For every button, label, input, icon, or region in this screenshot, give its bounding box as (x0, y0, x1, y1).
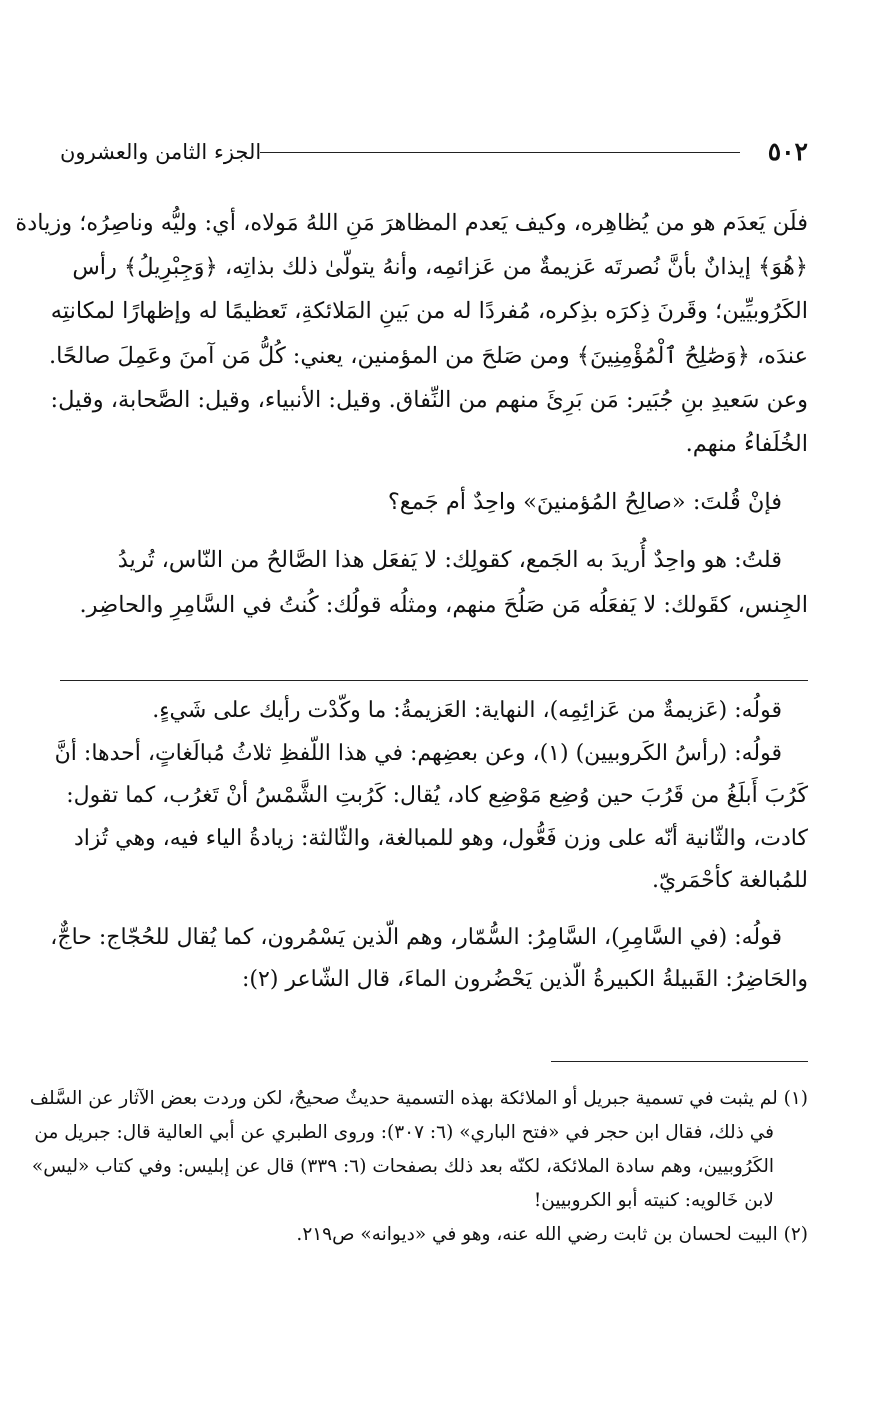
footnote-line: في ذلك، فقال ابن حجر في «فتح الباري» (٦: ٣٠٧): وروى الطبري عن أبي العالية قال: جبريل من (34, 1122, 774, 1143)
answer-line: الجِنس، كقَولك: لا يَفعَلُه مَن صَلُحَ منهم، ومثلُه قولُك: كُنتُ في السَّامِرِ والحاضِر. (79, 591, 808, 618)
main-line: الكَرُوبيِّين؛ وقَرنَ ذِكرَه بذِكره، مُفردًا له من بَينِ المَلائكةِ، تَعظيمًا له وإظهارًا لمكانتِه (50, 298, 808, 325)
commentary-line: والحَاضِرُ: القَبيلةُ الكبيرةُ الّذين يَحْضُرون الماءَ، قال الشّاعر (٢): (242, 967, 808, 992)
commentary-line: للمُبالغة كأحْمَريّ. (652, 868, 808, 893)
main-line: ﴿هُوَ﴾ إيذانٌ بأنَّ نُصرتَه عَزيمةٌ من عَزائمِه، وأنهُ يتولّىٰ ذلك بذاتِه، ﴿وَجِبْرِيلُ﴾ رأس (72, 254, 808, 281)
commentary-line: كادت، والثّانية أنّه على وزن فَعُّول، وهو للمبالغة، والثّالثة: زيادةُ الياء فيه، وهي تُزاد (73, 825, 808, 851)
header-rule (260, 152, 740, 153)
footnotes (29, 1082, 808, 1252)
footnote-line: الكَرُوبيين، وهم سادة الملائكة، لكنّه بعد ذلك بصفحات (٦: ٣٣٩) قال عن إبليس: وفي كتاب «ليس» (31, 1156, 774, 1177)
question-line: فإنْ قُلتَ: «صالِحُ المُؤمنينَ» واحِدٌ أم جَمع؟ (387, 489, 782, 516)
commentary-line: قولُه: (رأسُ الكَروبيين) (١)، وعن بعضِهم: في هذا اللّفظِ ثلاثُ مُبالَغاتٍ، أحدها: أنَّ (54, 740, 782, 766)
page-number: ٥٠٢ (767, 137, 808, 166)
main-text (15, 201, 808, 627)
commentary-text (50, 690, 808, 1002)
main-line: عندَه، ﴿وَصَٰلِحُ ٱلْمُؤْمِنِينَ﴾ ومن صَلحَ من المؤمنين، يعني: كُلُّ مَن آمنَ وعَمِلَ صالحًا. (49, 342, 808, 369)
running-title: الجزء الثامن والعشرون (60, 140, 262, 164)
main-line: وعن سَعيدِ بنِ جُبَير: مَن بَرِئَ منهم من النِّفاق. وقيل: الأنبياء، وقيل: الصَّحابة، وقيل: (50, 386, 808, 413)
page-header (60, 132, 808, 172)
main-line: الخُلَفاءُ منهم. (685, 431, 808, 458)
footnote-line: (٢) البيت لحسان بن ثابت رضي الله عنه، وهو في «ديوانه» ص٢١٩. (296, 1224, 808, 1245)
commentary-line: كَرُبَ أَبلَغُ من قَرُبَ حين وُضِع مَوْضِع كاد، يُقال: كَرُبتِ الشَّمْسُ أنْ تَغرُب، كما تقول: (66, 783, 808, 808)
commentary-line: قولُه: (في السَّامِرِ)، السَّامِرُ: السُّمّار، وهم الّذين يَسْمُرون، كما يُقال للحُجّاج: حاجٌّ، (50, 924, 782, 950)
main-line: فلَن يَعدَم هو من يُظاهِره، وكيف يَعدم المظاهرَ مَنِ اللهُ مَولاه، أي: وليُّه وناصِرُه؛ وزيادة (15, 210, 808, 236)
footnote-line: لابن خَالويه: كنيته أبو الكروبيين! (533, 1190, 774, 1211)
commentary-line: قولُه: (عَزيمةٌ من عَزائِمِه)، النهاية: العَزيمةُ: ما وكّدْت رأيك على شَيءٍ. (152, 698, 782, 723)
text-commentary-divider (60, 680, 808, 681)
footnote-line: (١) لم يثبت في تسمية جبريل أو الملائكة بهذه التسمية حديثٌ صحيحٌ، لكن وردت بعض الآثار عن السَّلف (29, 1088, 808, 1109)
answer-line: قلتُ: هو واحِدٌ أُريدَ به الجَمع، كقولِك: لا يَفعَل هذا الصَّالحُ من النّاس، تُريدُ (117, 547, 782, 574)
footnote-divider (551, 1061, 808, 1062)
